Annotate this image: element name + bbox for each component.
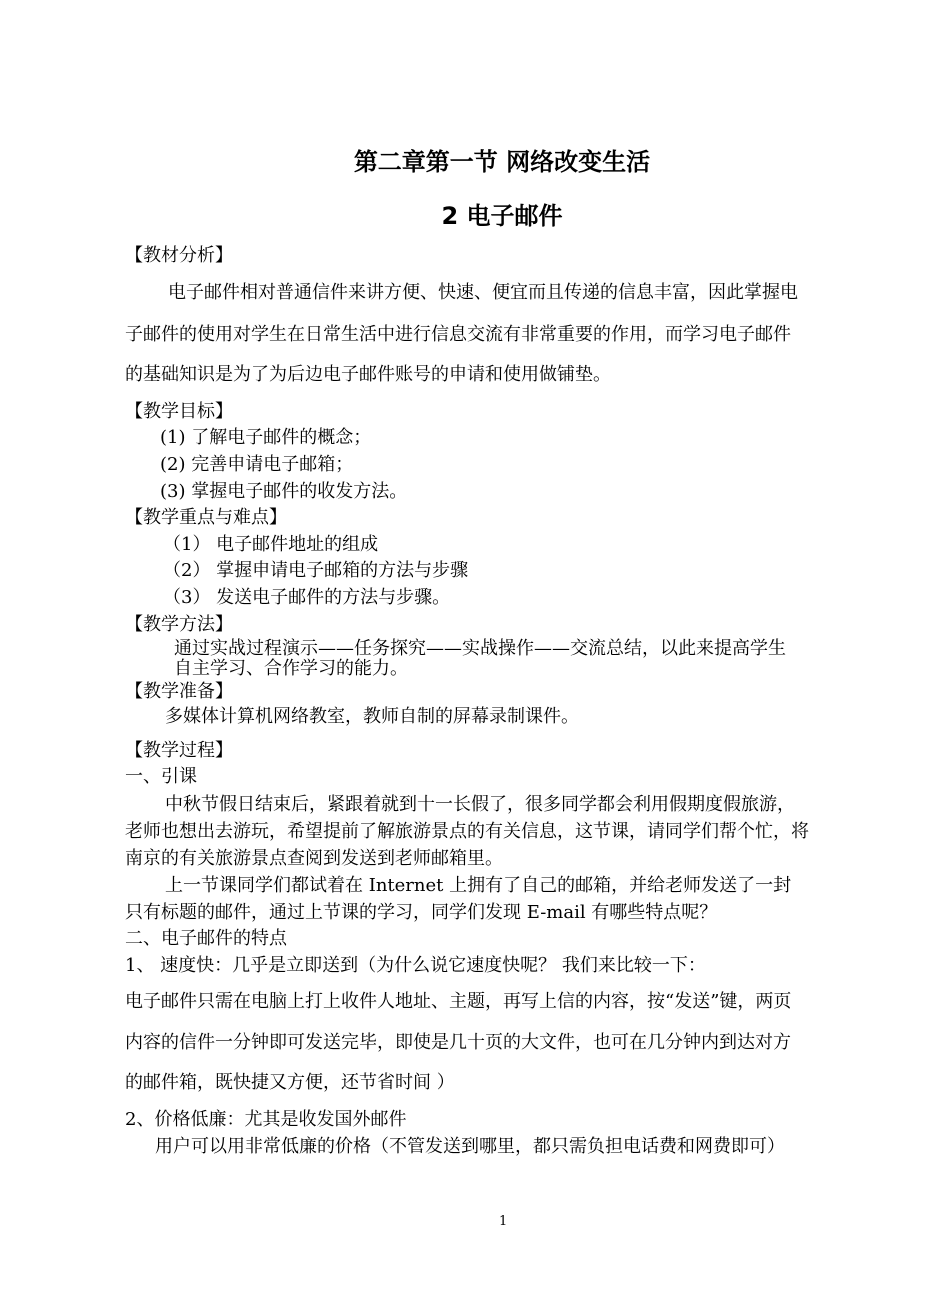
methods-line-1: 通过实战过程演示——任务探究——实战操作——交流总结，以此来提高学生 xyxy=(174,638,786,659)
page-number: 1 xyxy=(499,1214,508,1229)
preparation-heading: 【教学准备】 xyxy=(125,681,233,702)
section1-line-4: 上一节课同学们都试着在 Internet 上拥有了自己的邮箱，并给老师发送了一封 xyxy=(165,875,792,896)
section2-item1-line-3: 的邮件箱，既快捷又方便，还节省时间 ） xyxy=(125,1072,455,1093)
keypoints-item-2: （2） 掌握申请电子邮箱的方法与步骤 xyxy=(163,560,469,581)
page-title: 第二章第一节 网络改变生活 xyxy=(353,148,651,176)
section2-item-2: 2、价格低廉：尤其是收发国外邮件 xyxy=(125,1109,407,1130)
keypoints-item-1: （1） 电子邮件地址的组成 xyxy=(163,534,379,555)
preparation-text: 多媒体计算机网络教室，教师自制的屏幕录制课件。 xyxy=(165,706,579,727)
section2-heading: 二、电子邮件的特点 xyxy=(125,928,287,949)
analysis-line-2: 子邮件的使用对学生在日常生活中进行信息交流有非常重要的作用，而学习电子邮件 xyxy=(125,324,791,345)
section1-line-1: 中秋节假日结束后，紧跟着就到十一长假了，很多同学都会利用假期度假旅游， xyxy=(165,794,795,815)
analysis-line-1: 电子邮件相对普通信件来讲方便、快速、便宜而且传递的信息丰富，因此掌握电 xyxy=(168,282,798,303)
section1-line-2: 老师也想出去游玩，希望提前了解旅游景点的有关信息，这节课，请同学们帮个忙，将 xyxy=(125,821,809,842)
page-subtitle: 2 电子邮件 xyxy=(441,202,563,230)
section1-line-5: 只有标题的邮件，通过上节课的学习，同学们发现 E-mail 有哪些特点呢？ xyxy=(125,902,718,923)
goals-item-2: (2) 完善申请电子邮箱； xyxy=(160,454,354,475)
methods-line-2: 自主学习、合作学习的能力。 xyxy=(174,658,408,679)
analysis-heading: 【教材分析】 xyxy=(125,245,233,266)
methods-heading: 【教学方法】 xyxy=(125,614,233,635)
section2-item-1: 1、 速度快：几乎是立即送到（为什么说它速度快呢？ 我们来比较一下： xyxy=(125,955,706,976)
section2-item1-line-2: 内容的信件一分钟即可发送完毕，即使是几十页的大文件，也可在几分钟内到达对方 xyxy=(125,1032,791,1053)
section1-line-3: 南京的有关旅游景点查阅到发送到老师邮箱里。 xyxy=(125,848,503,869)
analysis-line-3: 的基础知识是为了为后边电子邮件账号的申请和使用做铺垫。 xyxy=(125,364,611,385)
section1-heading: 一、引课 xyxy=(125,766,197,787)
goals-heading: 【教学目标】 xyxy=(125,401,233,422)
goals-item-3: (3) 掌握电子邮件的收发方法。 xyxy=(160,481,408,502)
keypoints-heading: 【教学重点与难点】 xyxy=(125,507,287,528)
keypoints-item-3: （3） 发送电子邮件的方法与步骤。 xyxy=(163,587,451,608)
section2-item2-line: 用户可以用非常低廉的价格（不管发送到哪里，都只需负担电话费和网费即可） xyxy=(155,1136,785,1157)
section2-item1-line-1: 电子邮件只需在电脑上打上收件人地址、主题，再写上信的内容，按“发送”键，两页 xyxy=(125,991,792,1012)
process-heading: 【教学过程】 xyxy=(125,740,233,761)
goals-item-1: (1) 了解电子邮件的概念； xyxy=(160,427,372,448)
